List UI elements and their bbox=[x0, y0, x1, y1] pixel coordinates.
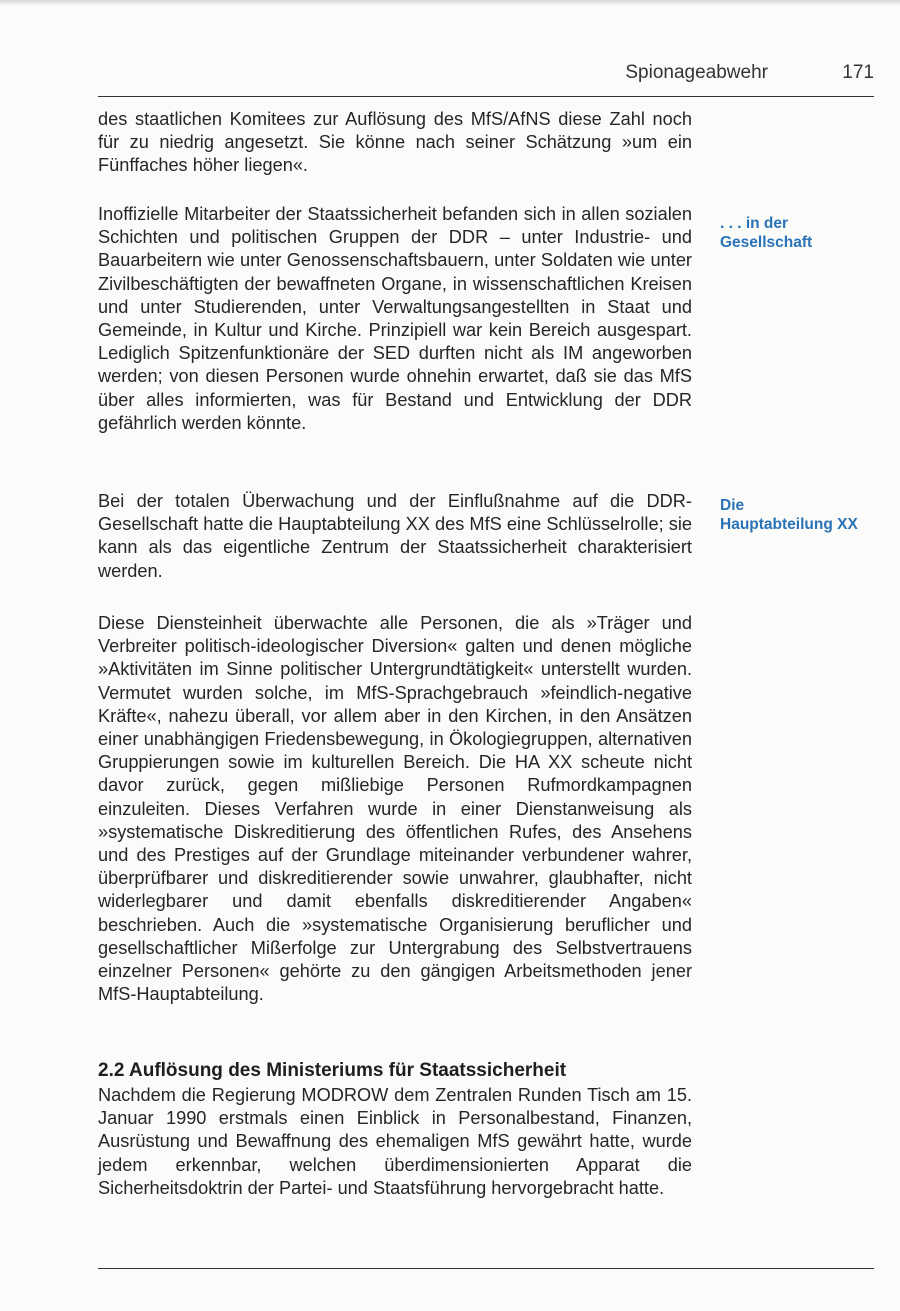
margin-note-hauptabteilung: Die Hauptabteilung XX bbox=[720, 497, 858, 533]
running-header bbox=[98, 62, 874, 97]
paragraph-2: Inoffizielle Mitarbeiter der Staatssicherheit befanden sich in allen sozialen Schichten und politischen Gruppen der DDR – unter Industrie- und Bauarbeitern wie unter Genossenschaftsbauern, unter Soldaten wie unter Zivilbeschäftigten der bewaffneten Organe, in wissenschaftlichen Kreisen und unter Studierenden, unter Verwaltungsangestellten in Staat und Gemeinde, in Kultur und Kirche. Prinzipiell war kein Bereich ausgespart. Lediglich Spitzenfunktionäre der SED durften nicht als IM angeworben werden; von diesen Personen wurde ohnehin erwartet, daß sie das MfS über alles informierten, was für Bestand und Entwicklung der DDR gefährlich werden könnte. bbox=[98, 204, 692, 433]
footer-rule bbox=[98, 1268, 874, 1269]
paragraph-4: Diese Diensteinheit überwachte alle Personen, die als »Träger und Verbreiter politisch-ideologischer Diversion« galten und denen mögliche »Aktivitäten im Sinne politischer Untergrundtätigkeit« unterstellt wurden. Vermutet wurden solche, im MfS-Sprachgebrauch »feindlich-negative Kräfte«, nahezu überall, vor allem aber in den Kirchen, in den Ansätzen einer unabhängigen Friedensbewegung, in Ökologiegruppen, alternativen Gruppierungen sowie im kulturellen Bereich. Die HA XX scheute nicht davor zurück, gegen mißliebige Personen Rufmordkampagnen einzuleiten. Dieses Verfahren wurde in einer Dienstanweisung als »systematische Diskreditierung des öffentlichen Rufes, des Ansehens und des Prestiges auf der Grundlage miteinander verbundener wahrer, überprüfbarer und diskreditierender sowie unwahrer, glaubhafter, nicht widerlegbarer und damit ebenfalls diskreditierender Angaben« beschrieben. Auch die »systematische Organisierung beruflicher und gesellschaftlicher Mißerfolge zur Untergrabung des Selbstvertrauens einzelner Personen« gehörte zu den gängigen Arbeitsmethoden jener MfS-Hauptabteilung. bbox=[98, 613, 692, 1005]
paragraph-3: Bei der totalen Überwachung und der Einflußnahme auf die DDR-Gesellschaft hatte die Hauptabteilung XX des MfS eine Schlüsselrolle; sie kann als das eigentliche Zentrum der Staatssicherheit charakterisiert werden. bbox=[98, 491, 692, 581]
section-heading: 2.2 Auflösung des Ministeriums für Staatssicherheit bbox=[98, 1060, 567, 1081]
page-top-shadow bbox=[0, 0, 900, 6]
running-title: Spionageabwehr bbox=[625, 62, 768, 83]
margin-note-gesellschaft: . . . in der Gesellschaft bbox=[720, 215, 813, 251]
paragraph-5: Nachdem die Regierung MODROW dem Zentralen Runden Tisch am 15. Januar 1990 erstmals einen Einblick in Personalbestand, Finanzen, Ausrüstung und Bewaffnung des ehemaligen MfS gewährt hatte, wurde jedem erkennbar, welchen überdimensionierten Apparat die Sicherheitsdoktrin der Partei- und Staatsführung hervorgebracht hatte. bbox=[98, 1085, 692, 1198]
paragraph-1: des staatlichen Komitees zur Auflösung des MfS/AfNS diese Zahl noch für zu niedrig angesetzt. Sie könne nach seiner Schätzung »um ein Fünffaches höher liegen«. bbox=[98, 109, 692, 176]
page-number: 171 bbox=[842, 62, 874, 83]
